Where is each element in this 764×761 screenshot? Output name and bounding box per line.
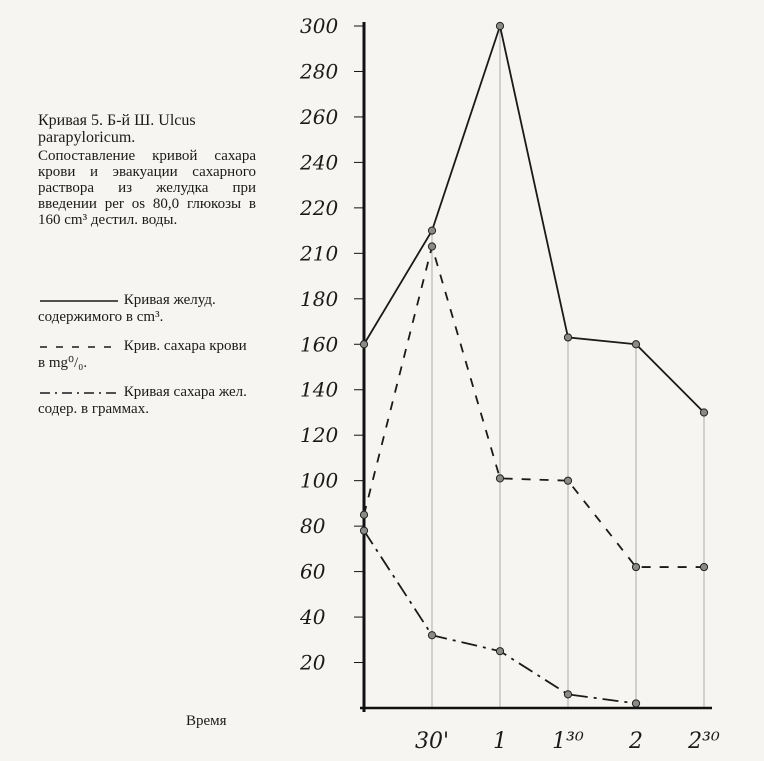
data-point-solid: [360, 341, 367, 348]
data-point-dashdot: [360, 527, 367, 534]
caption-title: Кривая 5. Б-й Ш. Ulcus parapyloricum.: [38, 112, 196, 146]
x-tick-label: 1³⁰: [552, 729, 584, 754]
data-point-solid: [632, 341, 639, 348]
data-point-dashed: [632, 563, 639, 570]
data-point-solid: [496, 22, 503, 29]
y-tick-label: 280: [300, 59, 339, 84]
legend-label-dashed: Крив. сахара крови в mg⁰/₀.: [38, 338, 247, 371]
y-tick-label: 240: [300, 150, 339, 175]
x-tick-label: 2: [629, 729, 643, 754]
y-tick-label: 120: [300, 423, 339, 448]
data-point-solid: [700, 409, 707, 416]
y-tick-label: 160: [300, 332, 339, 357]
data-point-dashed: [360, 511, 367, 518]
y-tick-label: 300: [300, 14, 339, 38]
y-tick-label: 140: [300, 377, 339, 402]
series-line-dashed: [364, 247, 704, 568]
y-tick-label: 80: [300, 514, 326, 539]
caption-description: Сопоставление кривой сахара крови и эвакуации сахарного раствора из желудка при введении per os 80,0 глюкозы в 160 cm³ дестил. воды.: [38, 148, 256, 228]
data-point-dashed: [496, 475, 503, 482]
data-point-dashdot: [496, 648, 503, 655]
y-tick-label: 20: [300, 650, 326, 675]
data-point-dashed: [564, 477, 571, 484]
legend-label-solid: Кривая желуд. содержимого в cm³.: [38, 292, 216, 325]
y-tick-label: 40: [300, 605, 326, 630]
legend-label-dashdot: Кривая сахара жел. содер. в граммах.: [38, 384, 247, 417]
x-tick-label: 1: [493, 729, 507, 754]
x-tick-label: 30': [414, 729, 450, 754]
x-axis-label: Время: [186, 713, 227, 729]
y-tick-label: 260: [300, 104, 339, 129]
data-point-solid: [428, 227, 435, 234]
x-tick-label: 2³⁰: [688, 729, 720, 754]
y-tick-label: 210: [300, 241, 339, 266]
data-point-dashdot: [632, 700, 639, 707]
data-point-dashdot: [428, 632, 435, 639]
y-tick-label: 180: [300, 286, 339, 311]
data-point-solid: [564, 334, 571, 341]
y-tick-label: 100: [300, 468, 339, 493]
series-line-solid: [364, 26, 704, 412]
y-tick-label: 220: [300, 195, 339, 220]
data-point-dashed: [700, 563, 707, 570]
data-point-dashdot: [564, 691, 571, 698]
y-tick-label: 60: [300, 559, 326, 584]
data-point-dashed: [428, 243, 435, 250]
